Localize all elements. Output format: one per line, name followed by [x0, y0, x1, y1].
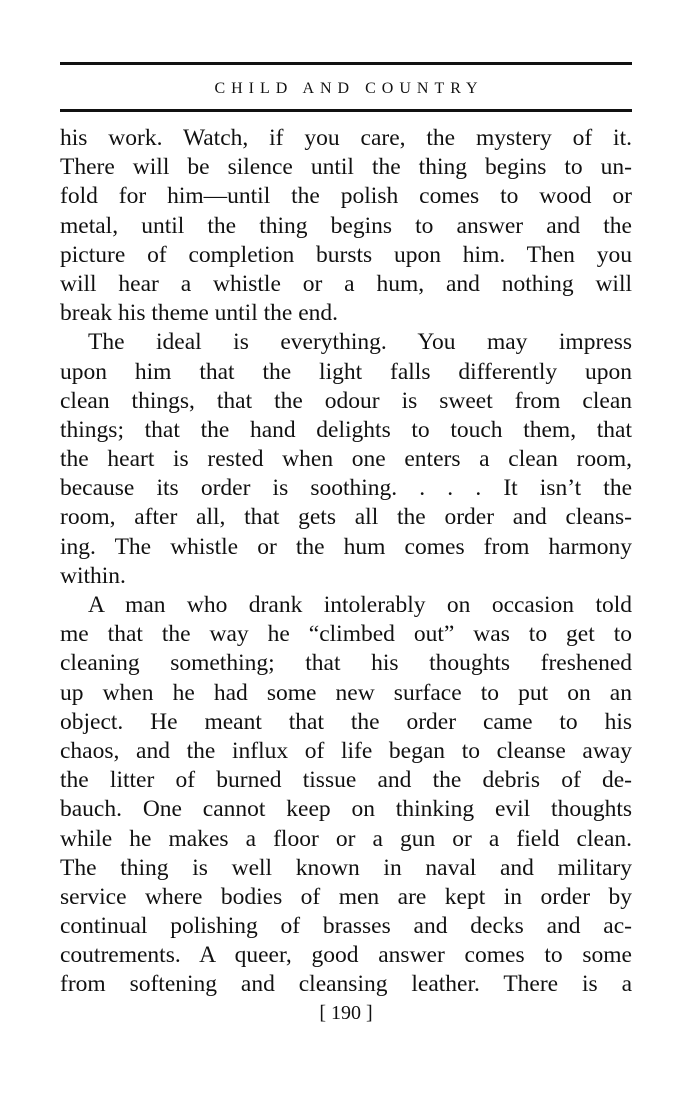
running-head: CHILD AND COUNTRY — [214, 80, 484, 97]
text-line: coutrements. A queer, good answer comes to some — [60, 942, 632, 969]
text-line: within. — [60, 562, 126, 589]
text-line: from softening and cleansing leather. There is a — [60, 971, 632, 998]
text-line: There will be silence until the thing begins to un- — [60, 154, 632, 181]
text-line: The ideal is everything. You may impress — [88, 329, 632, 356]
text-line: picture of completion bursts upon him. Then you — [60, 241, 632, 268]
text-line: metal, until the thing begins to answer and the — [60, 212, 632, 239]
paragraph — [60, 328, 632, 591]
text-line: because its order is soothing. . . . It isn’t the — [60, 475, 632, 502]
text-line: the heart is rested when one enters a clean room, — [60, 446, 632, 473]
text-line: object. He meant that the order came to his — [60, 708, 632, 735]
text-line: break his theme until the end. — [60, 300, 339, 327]
text-line: The thing is well known in naval and military — [60, 854, 632, 881]
paragraph — [60, 124, 632, 328]
text-line: A man who drank intolerably on occasion told — [88, 592, 632, 618]
text-line: the litter of burned tissue and the debris of de- — [60, 767, 632, 794]
text-line: while he makes a floor or a gun or a field clean. — [60, 825, 632, 852]
text-line: room, after all, that gets all the order and cleans- — [60, 504, 632, 531]
text-line: will hear a whistle or a hum, and nothing will — [60, 270, 632, 297]
text-line: bauch. One cannot keep on thinking evil thoughts — [60, 796, 632, 823]
text-line: fold for him—until the polish comes to wood or — [60, 183, 632, 210]
text-line: up when he had some new surface to put on an — [60, 679, 632, 706]
text-line: ing. The whistle or the hum comes from harmony — [60, 533, 632, 560]
body-text — [60, 124, 632, 1000]
text-line: clean things, that the odour is sweet from clean — [60, 387, 632, 414]
text-line: his work. Watch, if you care, the mystery of it. — [60, 125, 632, 151]
page-number: [ 190 ] — [319, 1001, 373, 1024]
text-line: me that the way he “climbed out” was to get to — [60, 621, 632, 648]
text-line: service where bodies of men are kept in order by — [60, 883, 632, 910]
text-line: chaos, and the influx of life began to cleanse away — [60, 737, 632, 764]
text-line: continual polishing of brasses and decks and ac- — [60, 913, 632, 940]
paragraph — [60, 591, 632, 1000]
text-line: cleaning something; that his thoughts freshened — [60, 650, 632, 677]
header-rule-bottom — [60, 109, 632, 112]
text-line: upon him that the light falls differently upon — [60, 358, 632, 385]
text-line: things; that the hand delights to touch them, that — [60, 416, 632, 443]
header-rule-top — [60, 62, 632, 65]
book-page — [60, 62, 632, 1026]
